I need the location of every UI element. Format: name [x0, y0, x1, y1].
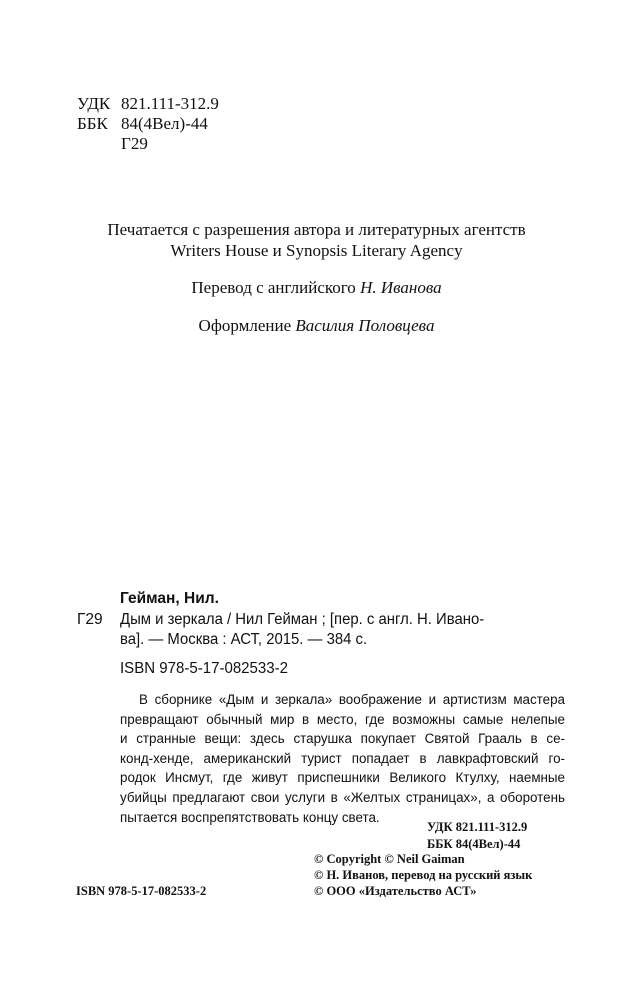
annotation-line: и странные вещи: здесь старушка покупает Святой Грааль в се-	[120, 731, 565, 747]
annotation-line: убийцы предлагают свои услуги в «Желтых страницах», а оборотень	[120, 789, 565, 805]
record-isbn: ISBN 978-5-17-082533-2	[120, 660, 289, 677]
translator-name: Н. Иванова	[360, 278, 442, 297]
annotation-line: родок Инсмут, где живут приспешники Великого Ктулху, наемные	[120, 770, 565, 786]
author-mark: Г29	[121, 134, 148, 153]
translation-prefix: Перевод с английского	[191, 278, 356, 297]
copyright-line-3: © ООО «Издательство АСТ»	[314, 884, 477, 898]
designer-name: Василия Половцева	[295, 316, 435, 335]
permission-line-1: Печатается с разрешения автора и литературных агентств	[107, 220, 526, 239]
permission-line-2: Writers House и Synopsis Literary Agency	[170, 241, 463, 260]
bottom-udk: УДК 821.111-312.9	[427, 820, 528, 834]
record-mark: Г29	[77, 611, 103, 628]
record-title-line-1: Дым и зеркала / Нил Гейман ; [пер. с англ. Н. Ивано-	[120, 611, 485, 628]
udk-value: 821.111-312.9	[121, 94, 219, 113]
udk-label: УДК	[77, 94, 111, 113]
bbk-label: ББК	[77, 114, 108, 133]
annotation-line: превращают обычный мир в место, где возможны самые нелепые	[120, 711, 565, 727]
design-prefix: Оформление	[198, 316, 292, 335]
annotation-line: конд-хенде, американский турист попадает в лавкрафтовский го-	[120, 750, 565, 766]
copyright-line-2: © Н. Иванов, перевод на русский язык	[314, 868, 533, 882]
bbk-code	[77, 114, 208, 134]
record-title-line-2: ва]. — Москва : АСТ, 2015. — 384 с.	[120, 631, 368, 648]
udk-code	[77, 94, 219, 114]
bbk-value: 84(4Вел)-44	[121, 114, 208, 133]
annotation	[120, 690, 565, 827]
isbn-bottom: ISBN 978-5-17-082533-2	[76, 884, 207, 898]
translation-credit	[0, 277, 633, 298]
design-credit	[0, 315, 633, 336]
annotation-line: В сборнике «Дым и зеркала» воображение и артистизм мастера	[139, 692, 565, 707]
annotation-line: пытается воспрепятствовать концу света.	[120, 809, 380, 825]
copyright-line-1: © Copyright © Neil Gaiman	[314, 852, 465, 866]
record-author: Гейман, Нил.	[120, 590, 219, 607]
bottom-bbk: ББК 84(4Вел)-44	[427, 837, 521, 851]
